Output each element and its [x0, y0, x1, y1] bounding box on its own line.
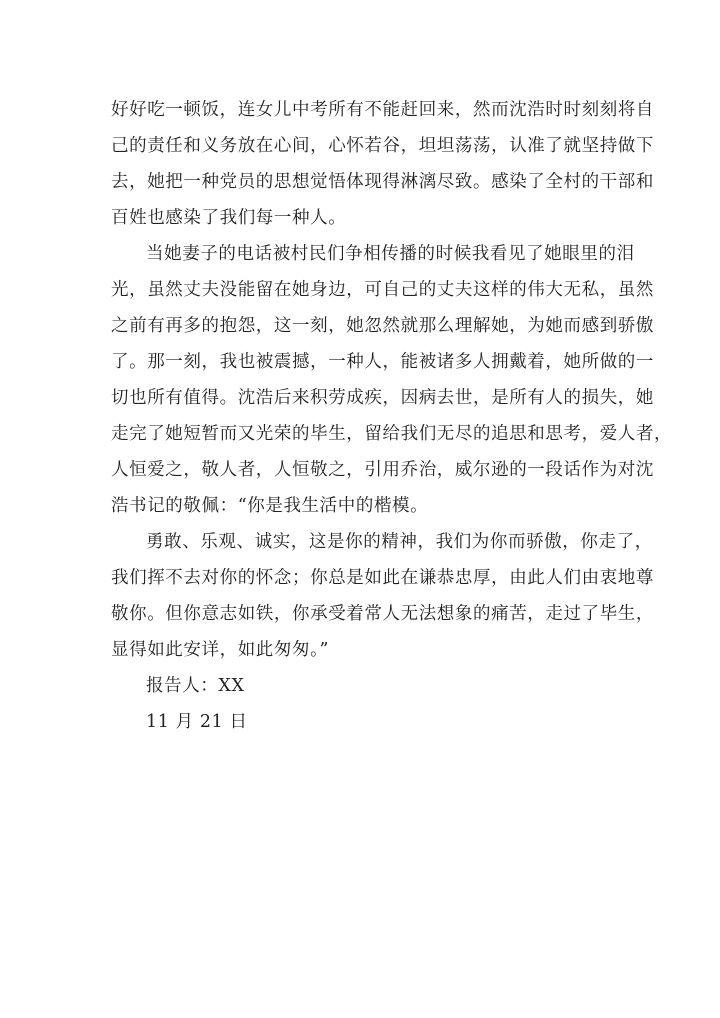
paragraph-line: 敬你。但你意志如铁，你承受着常人无法想象的痛苦，走过了毕生， [111, 604, 654, 624]
paragraph-line: 勇敢、乐观、诚实，这是你的精神，我们为你而骄傲，你走了， [146, 532, 653, 552]
paragraph-line: 之前有再多的抱怨，这一刻，她忽然就那么理解她，为她而感到骄傲 [111, 316, 654, 336]
paragraph-line: 光，虽然丈夫没能留在她身边，可自己的丈夫这样的伟大无私，虽然 [111, 280, 654, 300]
paragraph-line: 好好吃一顿饭，连女儿中考所有不能赶回来，然而沈浩时时刻刻将自 [111, 100, 654, 120]
signature-block [111, 668, 611, 740]
paragraph-line: 当她妻子的电话被村民们争相传播的时候我看见了她眼里的泪 [146, 244, 635, 264]
paragraph-1 [111, 92, 654, 236]
paragraph-line: 百姓也感染了我们每一种人。 [111, 208, 347, 228]
paragraph-line: 去，她把一种党员的思想觉悟体现得淋漓尽致。感染了全村的干部和 [111, 172, 654, 192]
paragraph-line: 显得如此安详，如此匆匆。” [111, 640, 329, 660]
report-date: 11 月 21 日 [146, 712, 248, 732]
paragraph-line: 了。那一刻，我也被震撼，一种人，能被诸多人拥戴着，她所做的一 [111, 352, 654, 372]
document-body [111, 92, 673, 740]
paragraph-line: 人恒爱之，敬人者，人恒敬之，引用乔治，威尔逊的一段话作为对沈 [111, 460, 654, 480]
paragraph-2 [111, 236, 673, 524]
reporter-label: 报告人：XX [146, 676, 245, 696]
paragraph-3 [111, 524, 654, 668]
paragraph-line: 切也所有值得。沈浩后来积劳成疾，因病去世，是所有人的损失，她 [111, 388, 654, 408]
paragraph-line: 走完了她短暂而又光荣的毕生，留给我们无尽的追思和思考，爱人者， [111, 424, 673, 444]
paragraph-line: 我们挥不去对你的怀念；你总是如此在谦恭忠厚，由此人们由衷地尊 [111, 568, 654, 588]
paragraph-line: 浩书记的敬佩：“你是我生活中的楷模。 [111, 496, 429, 516]
paragraph-line: 己的责任和义务放在心间，心怀若谷，坦坦荡荡，认准了就坚持做下 [111, 136, 654, 156]
